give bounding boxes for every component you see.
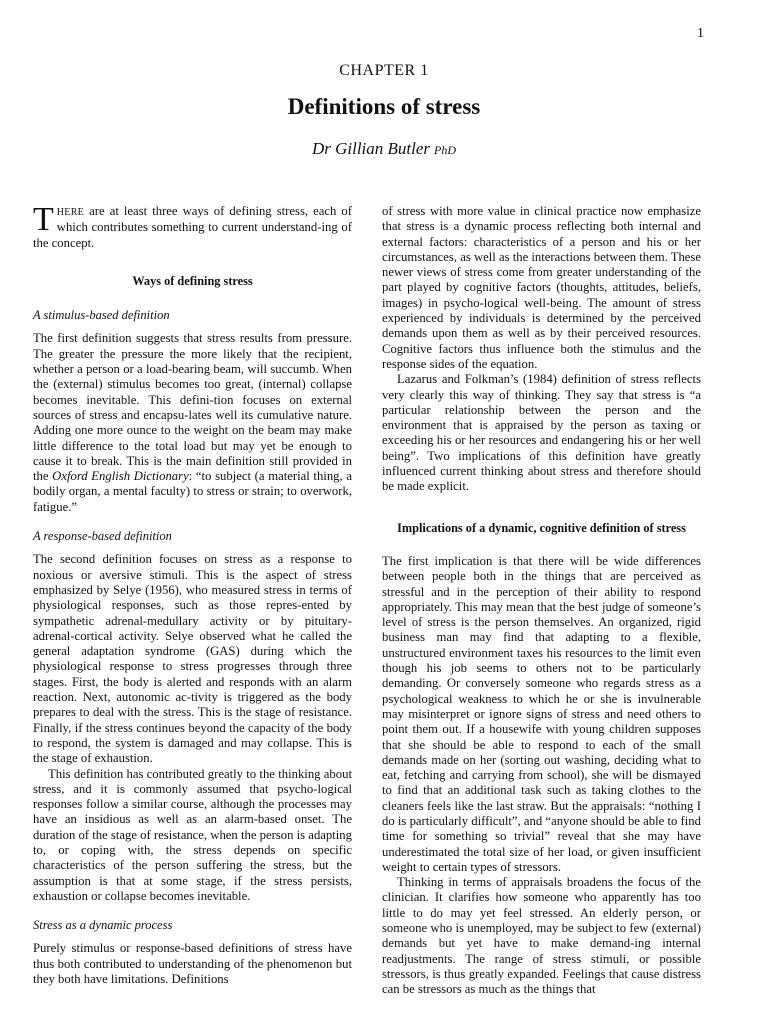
section-heading-ways: Ways of defining stress: [132, 273, 253, 288]
stimulus-text-italic: Oxford English Dictionary: [52, 469, 189, 484]
right-paragraph-1: of stress with more value in clinical practice now emphasize that stress is a dynamic process reflecting both internal and external factors: characteristics of a person and his or her circumstances, as well as the interactions between them. These newer views of stress come from greater understanding of the part played by cognitive factors (thoughts, attitudes, beliefs, images) in psycho-logical well-being. The amount of stress experienced by individuals is determined by the perceived demands upon them as well as by their perceived resources. Cognitive factors thus influence both the stimulus and the response sides of the equation.: [382, 204, 701, 371]
chapter-title: Definitions of stress: [287, 94, 481, 119]
intro-text: are at least three ways of defining stress, each of which contributes something to current understand-ing of the concept.: [33, 204, 352, 250]
stimulus-text-b: : “to subject (a material thing, a bodily organ, a mental faculty) to stress or strain; to overwork, fatigue.”: [33, 469, 352, 514]
intro-smallcaps: HERE: [56, 207, 85, 218]
author-degree: PhD: [434, 143, 457, 157]
subheading-response: A response-based definition: [33, 529, 172, 544]
page-number: 1: [697, 26, 704, 41]
intro-paragraph: [33, 201, 352, 251]
dynamic-paragraph: Purely stimulus or response-based definitions of stress have thus both contributed to understanding of the phenomenon but they both have limitations. Definitions: [33, 941, 352, 987]
right-paragraph-2: Lazarus and Folkman’s (1984) definition of stress reflects very clearly this way of thinking. They say that stress is “a particular relationship between the person and the environment that is appraised by the person as taxing or exceeding his or her resources and endangering his or her well being”. Two implications of this definition have greatly influenced current thinking about stress and therefore should be made explicit.: [382, 372, 701, 494]
subheading-dynamic: Stress as a dynamic process: [33, 918, 173, 933]
chapter-label: CHAPTER 1: [339, 62, 429, 79]
response-paragraph-2: This definition has contributed greatly to the thinking about stress, and it is commonly assumed that psycho-logical responses follow a similar course, although the processes may have an insidious as well as an alarm-based onset. The duration of the stage of resistance, when the person is adapting to, or coping with, the stress depends on specific characteristics of the person suffering the stress, but the assumption is that at some stage, if the stress persists, exhaustion or collapse becomes inevitable.: [33, 766, 352, 903]
subheading-stimulus: A stimulus-based definition: [33, 308, 170, 323]
byline: [0, 139, 768, 159]
implications-paragraph-1: The first implication is that there will be wide differences between people both in the things that are perceived as stressful and in the perception of their ability to respond appropriately. This may mean that the best judge of someone’s level of stress is the person themselves. An organized, rigid business man may find that adapting to a flexible, unstructured environment taxes his resources to the limit even though his job seems to others not to be particularly demanding. Or conversely someone who regards stress as a psychological weakness to which he or she is invulnerable may misinterpret or ignore signs of stress and need others to point them out. If a housewife with young children supposes that she should be able to respond to each of the small demands made on her (sorting out washing, deciding what to eat, fetching and carrying from school), she will be dismayed to find that an additional task such as taking clothes to the cleaners feels like the last straw. But the appraisals: “nothing I do is particularly difficult”, and “anyone should be able to find time for something so trivial” reveal that she may have underestimated the total size of her load, or given insufficient weight to certain types of stressors.: [382, 553, 701, 874]
left-column: [33, 201, 352, 987]
stimulus-text-a: The first definition suggests that stress results from pressure. The greater the pressure the more likely that the recipient, whether a person or a load-bearing beam, will succumb. When the (external) stimulus becomes too great, (internal) collapse becomes inevitable. This defini-tion focuses on external sources of stress and encapsu-lates well its cumulative nature. Adding one more ounce to the weight on the beam may make little difference to the total load but may yet be enough to cause it to break. This is the main definition still provided in the: [33, 331, 352, 484]
section-heading-implications: Implications of a dynamic, cognitive definition of stress: [397, 520, 686, 535]
dropcap: T: [33, 201, 54, 238]
response-paragraph-1: The second definition focuses on stress as a response to noxious or aversive stimuli. This is the aspect of stress emphasized by Selye (1956), who measured stress in terms of physiological responses, such as those repres-ented by sympathetic adrenal-medullary activity or by pituitary-adrenal-cortical activity. Selye observed what he called the general adaptation syndrome (GAS) during which the physiological response to stress progresses through three stages. First, the body is alerted and responds with an alarm reaction. Next, autonomic ac-tivity is triggered as the body prepares to deal with the stress. This is the stage of resistance. Finally, if the stress continues beyond the capacity of the body to respond, the system is damaged and may collapse. This is the stage of exhaustion.: [33, 552, 352, 766]
author-name: Dr Gillian Butler: [311, 139, 431, 158]
right-column: [382, 204, 701, 998]
stimulus-paragraph: [33, 331, 352, 515]
implications-paragraph-2: Thinking in terms of appraisals broadens the focus of the clinician. It clarifies how someone who apparently has too little to do may yet feel stressed. An elderly person, or someone who is unemployed, may be subject to few (external) demands but yet have to make demand-ing internal readjustments. The range of stress stimuli, or possible stressors, is thus greatly expanded. Feelings that cause distress can be stressors as much as the things that: [382, 875, 701, 997]
